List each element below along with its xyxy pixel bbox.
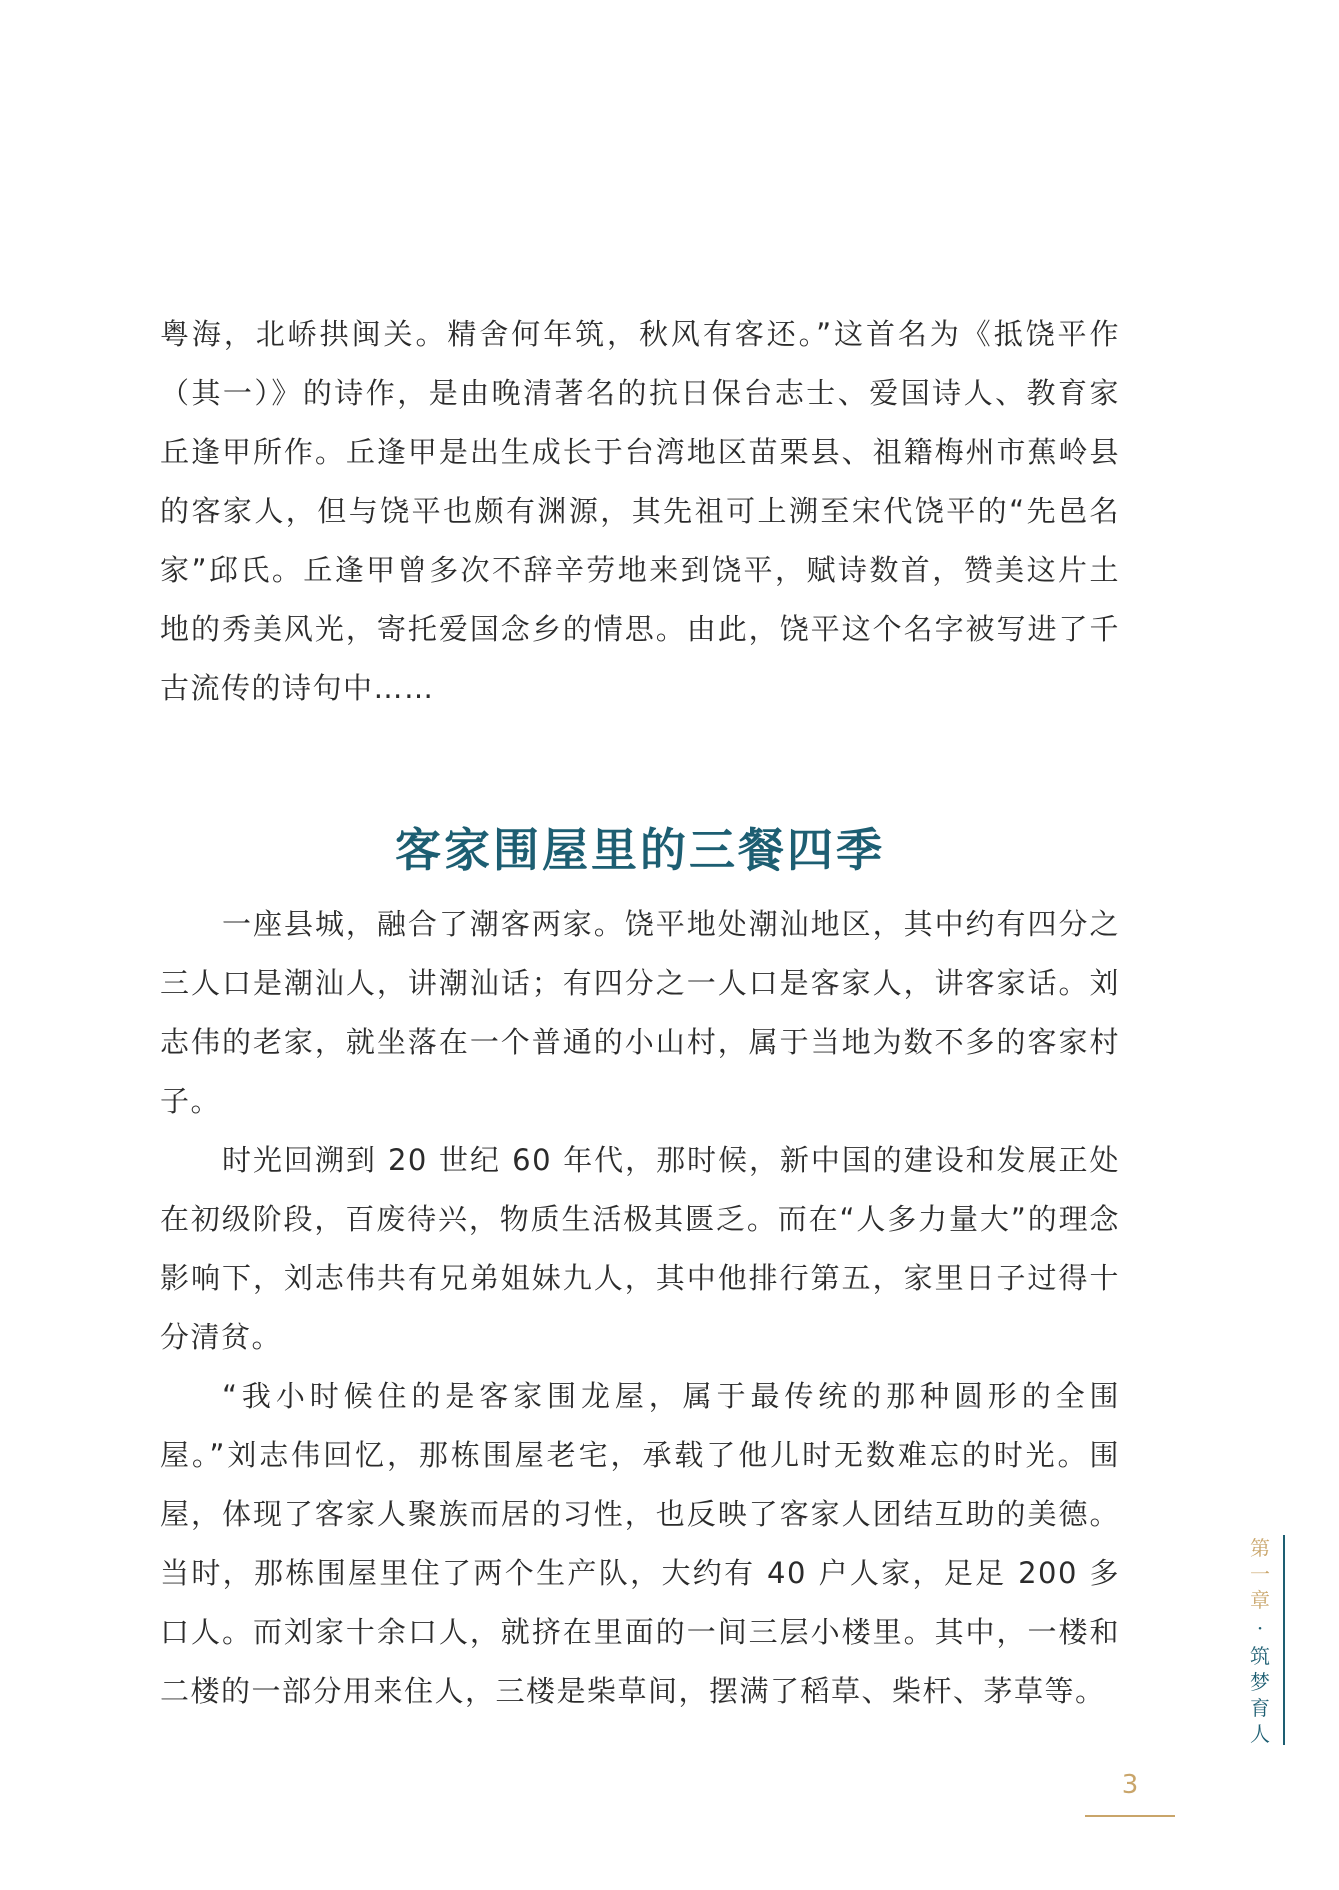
chapter-marker — [1240, 1535, 1280, 1745]
chapter-title-char-3: 育 — [1250, 1696, 1270, 1720]
body-text — [160, 895, 1120, 1721]
chapter-title-char-2: 梦 — [1250, 1670, 1270, 1694]
page-number-underline — [1085, 1815, 1175, 1817]
chapter-separator: · — [1256, 1616, 1264, 1640]
chapter-title-char-4: 人 — [1250, 1722, 1270, 1746]
intro-paragraph: 粤海，北峤拱闽关。精舍何年筑，秋风有客还。”这首名为《抵饶平作（其一）》的诗作，是由晚清著名的抗日保台志士、爱国诗人、教育家丘逢甲所作。丘逢甲是出生成长于台湾地区苗栗县、祖籍梅州市蕉岭县的客家人，但与饶平也颇有渊源，其先祖可上溯至宋代饶平的“先邑名家”邱氏。丘逢甲曾多次不辞辛劳地来到饶平，赋诗数首，赞美这片土地的秀美风光，寄托爱国念乡的情思。由此，饶平这个名字被写进了千古流传的诗句中…… — [160, 317, 1120, 705]
chapter-label-char-1: 第 — [1250, 1536, 1270, 1560]
chapter-divider-line — [1283, 1535, 1285, 1745]
chapter-label-char-3: 章 — [1250, 1588, 1270, 1612]
section-title: 客家围屋里的三餐四季 — [395, 823, 885, 878]
page-number: 3 — [1121, 1770, 1139, 1800]
body-paragraph-3: “我小时候住的是客家围龙屋，属于最传统的那种圆形的全围屋。”刘志伟回忆，那栋围屋老宅，承载了他儿时无数难忘的时光。围屋，体现了客家人聚族而居的习性，也反映了客家人团结互助的美德。当时，那栋围屋里住了两个生产队，大约有 40 户人家，足足 200 多口人。而刘家十余口人，就挤在里面的一间三层小楼里。其中，一楼和二楼的一部分用来住人，三楼是柴草间，摆满了稻草、柴杆、茅草等。 — [160, 1379, 1120, 1708]
intro-text — [160, 305, 1120, 718]
body-paragraph-2: 时光回溯到 20 世纪 60 年代，那时候，新中国的建设和发展正处在初级阶段，百废待兴，物质生活极其匮乏。而在“人多力量大”的理念影响下，刘志伟共有兄弟姐妹九人，其中他排行第五，家里日子过得十分清贫。 — [160, 1143, 1120, 1354]
chapter-label-char-2: 一 — [1250, 1562, 1270, 1586]
body-paragraph-1: 一座县城，融合了潮客两家。饶平地处潮汕地区，其中约有四分之三人口是潮汕人，讲潮汕话；有四分之一人口是客家人，讲客家话。刘志伟的老家，就坐落在一个普通的小山村，属于当地为数不多的客家村子。 — [160, 907, 1120, 1118]
chapter-title-char-1: 筑 — [1250, 1644, 1270, 1668]
